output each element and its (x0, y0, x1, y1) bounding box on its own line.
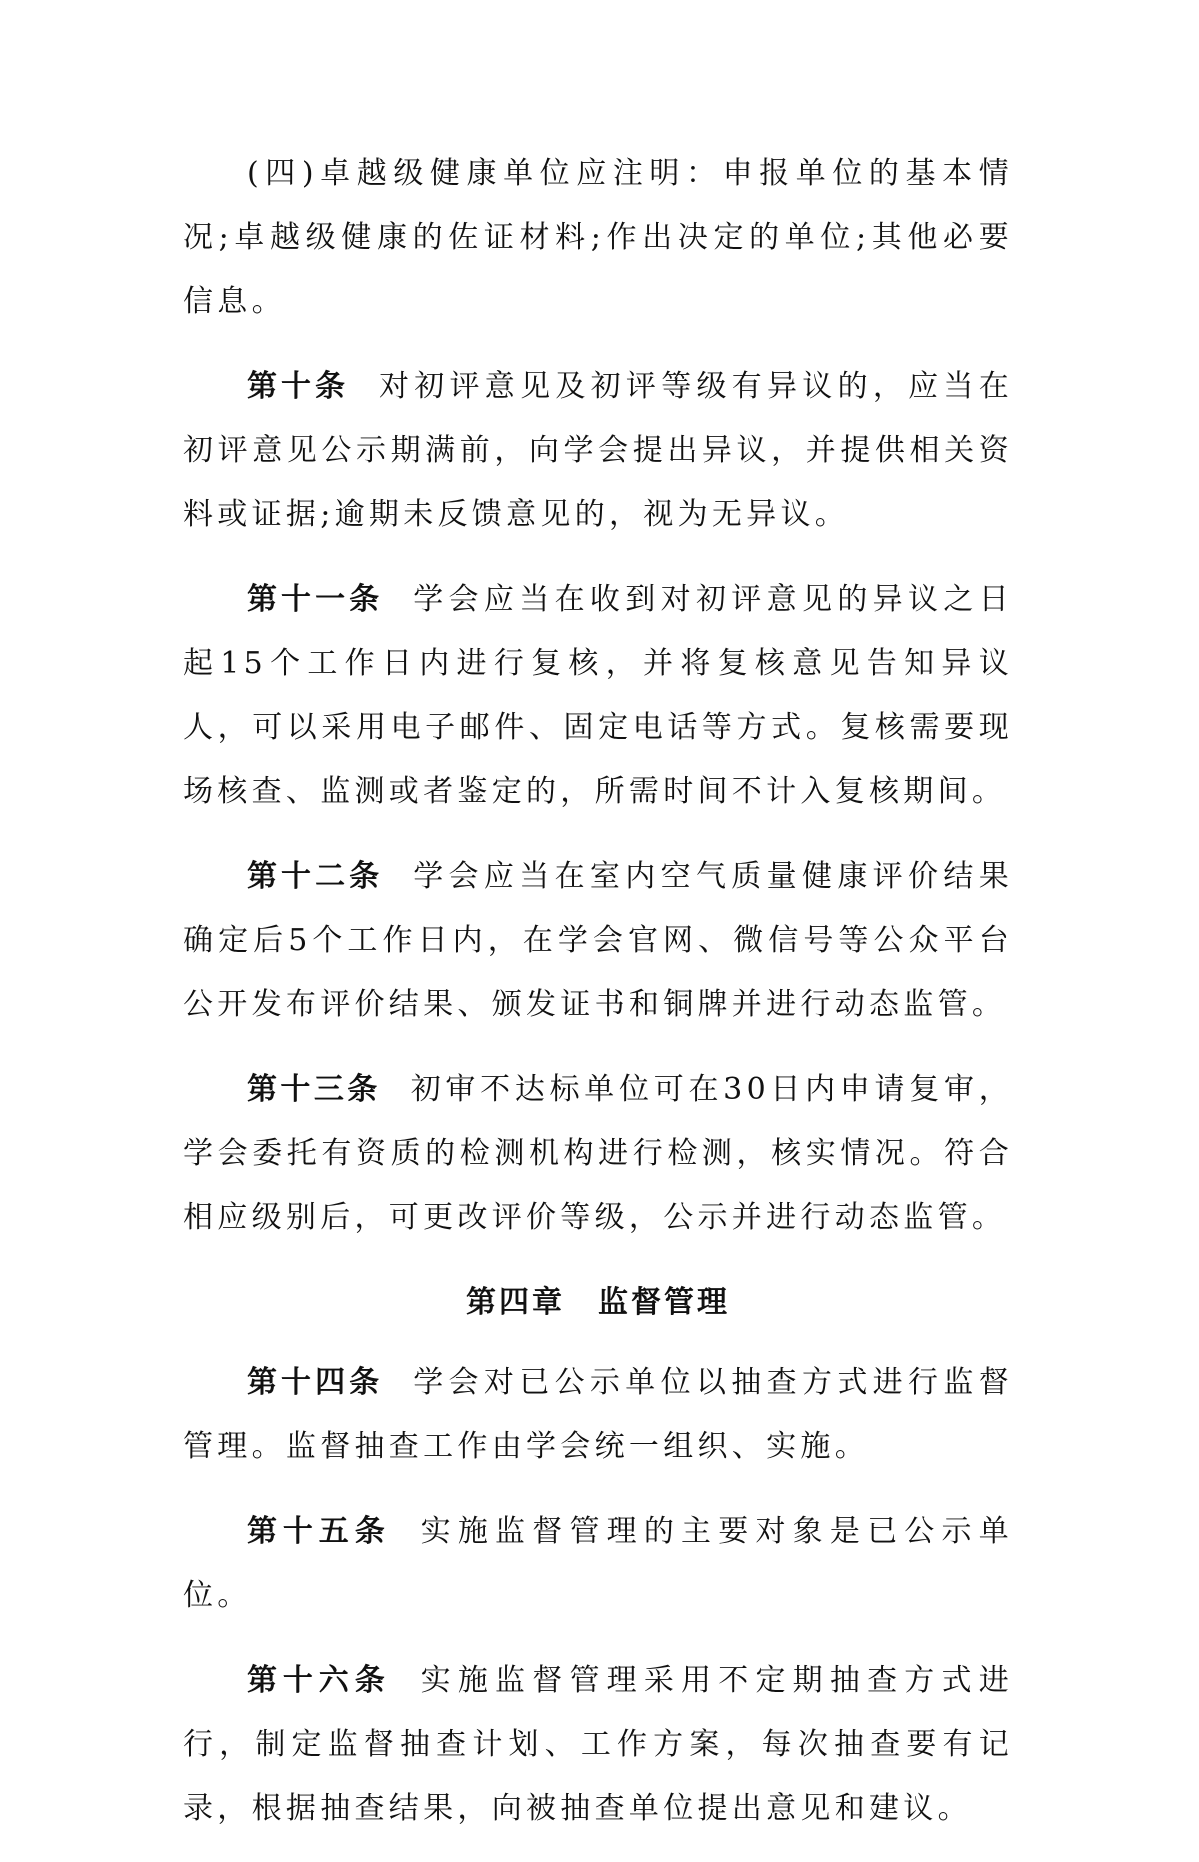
article-15 (183, 1500, 1013, 1628)
article-13 (183, 1058, 1013, 1250)
article-text: 实施监督管理的主要对象是已公示单位。 (183, 1514, 1013, 1613)
article-number: 第十四条 (247, 1365, 384, 1400)
paragraph-item-4 (183, 142, 1013, 334)
article-14 (183, 1351, 1013, 1479)
document-body (183, 142, 1013, 1862)
article-text: 学会应当在收到对初评意见的异议之日起15个工作日内进行复核，并将复核意见告知异议人，可以采用电子邮件、固定电话等方式。复核需要现场核查、监测或者鉴定的，所需时间不计入复核期间。 (183, 582, 1013, 809)
paragraph-text: (四)卓越级健康单位应注明：申报单位的基本情况;卓越级健康的佐证材料;作出决定的单位;其他必要信息。 (183, 156, 1013, 319)
article-text: 学会应当在室内空气质量健康评价结果确定后5个工作日内，在学会官网、微信号等公众平台公开发布评价结果、颁发证书和铜牌并进行动态监管。 (183, 859, 1013, 1022)
article-number: 第十六条 (247, 1663, 391, 1698)
article-11 (183, 568, 1013, 824)
article-16 (183, 1649, 1013, 1841)
article-number: 第十三条 (247, 1072, 381, 1107)
chapter-heading: 第四章 监督管理 (466, 1285, 730, 1320)
article-text: 学会对已公示单位以抽查方式进行监督管理。监督抽查工作由学会统一组织、实施。 (183, 1365, 1013, 1464)
article-number: 第十一条 (247, 582, 384, 617)
article-10 (183, 355, 1013, 547)
article-number: 第十二条 (247, 859, 384, 894)
article-12 (183, 845, 1013, 1037)
article-text: 初审不达标单位可在30日内申请复审，学会委托有资质的检测机构进行检测，核实情况。符合相应级别后，可更改评价等级，公示并进行动态监管。 (183, 1072, 1013, 1235)
article-text: 实施监督管理采用不定期抽查方式进行，制定监督抽查计划、工作方案，每次抽查要有记录，根据抽查结果，向被抽查单位提出意见和建议。 (183, 1663, 1013, 1826)
article-number: 第十条 (247, 369, 349, 404)
article-number: 第十五条 (247, 1514, 391, 1549)
article-text: 对初评意见及初评等级有异议的，应当在初评意见公示期满前，向学会提出异议，并提供相关资料或证据;逾期未反馈意见的，视为无异议。 (183, 369, 1014, 532)
